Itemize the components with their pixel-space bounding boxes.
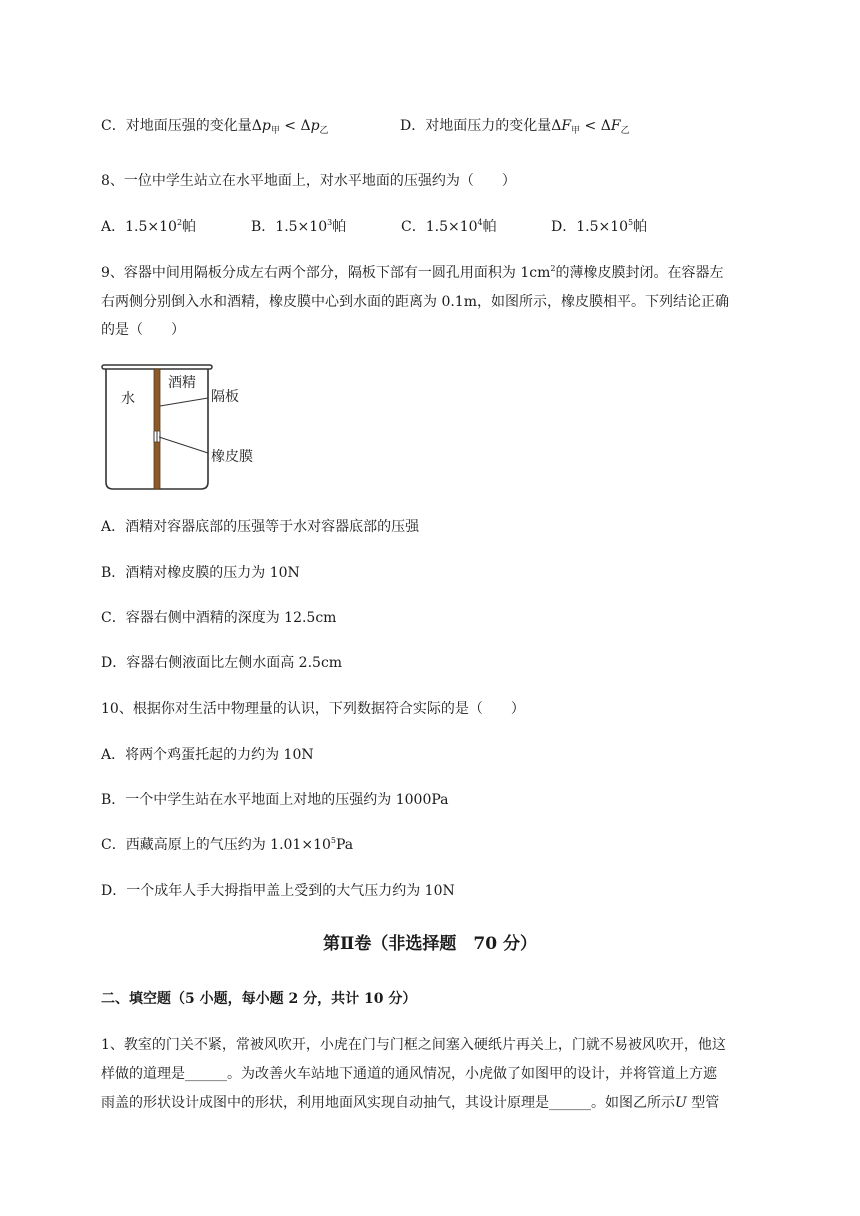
section-heading: 二、填空题（5 小题，每小题 2 分，共计 10 分） (101, 991, 417, 1007)
q10-option-a: A．将两个鸡蛋托起的力约为 10N (101, 747, 314, 763)
label-membrane: 橡皮膜 (211, 449, 253, 465)
q10-option-d: D．一个成年人手大拇指甲盖上受到的大气压力约为 10N (101, 883, 455, 899)
q7-option-d (400, 116, 630, 136)
option-text: 对地面压力的变化量Δ (425, 118, 562, 134)
q10-stem: 10、根据你对生活中物理量的认识，下列数据符合实际的是（ ） (101, 701, 525, 717)
q9-option-d: D．容器右侧液面比左侧水面高 2.5cm (101, 655, 343, 671)
q9-option-a: A．酒精对容器底部的压强等于水对容器底部的压强 (101, 519, 420, 535)
s2-q1-line3: 雨盖的形状设计成图中的形状，利用地面风实现自动抽气，其设计原理是______。如图乙所示U 型管 (101, 1095, 720, 1111)
q7-option-c (101, 116, 329, 136)
q8-option-d: D．$1.5\times 10^5$帕 (551, 218, 648, 235)
subscript: 乙 (620, 126, 630, 136)
label-water: 水 (121, 391, 135, 407)
q9-stem-line3: 的是（ ） (101, 322, 185, 338)
q9-stem-line1: 9、容器中间用隔板分成左右两个部分，隔板下部有一圆孔用面积为 $1cm^2$的薄橡皮膜封闭。在容器左 (101, 264, 724, 281)
variable: F (561, 118, 572, 134)
operator: < Δ (580, 118, 611, 134)
q9-option-b: B．酒精对橡皮膜的压力为 10N (101, 565, 300, 581)
label-partition: 隔板 (211, 389, 239, 405)
q9-figure (101, 362, 281, 496)
q8-stem: 8、一位中学生站立在水平地面上，对水平地面的压强约为（ ） (101, 173, 516, 189)
q9-option-c: C．容器右侧中酒精的深度为 12.5cm (101, 610, 337, 626)
s2-q1-line1: 1、教室的门关不紧，常被风吹开，小虎在门与门框之间塞入硬纸片再关上，门就不易被风吹开，他这 (101, 1037, 726, 1053)
option-text: 对地面压强的变化量Δ (125, 118, 262, 134)
q8-option-a: A．$1.5\times 10^2$帕 (101, 218, 197, 235)
label-alcohol: 酒精 (168, 375, 196, 391)
q10-option-b: B．一个中学生站在水平地面上对地的压强约为 1000Pa (101, 792, 449, 808)
option-label: D． (400, 118, 426, 134)
subscript: 甲 (571, 126, 581, 136)
partition-lower (154, 442, 160, 489)
container-rim (102, 365, 212, 369)
subscript: 甲 (270, 126, 280, 136)
section-title: 第Ⅱ卷（非选择题 70 分） (323, 934, 537, 954)
subscript: 乙 (319, 126, 329, 136)
operator: < Δ (279, 118, 311, 134)
variable: p (261, 118, 271, 134)
q10-option-c: C．西藏高原上的气压约为 $1.01\times 10^5Pa$ (101, 836, 354, 853)
partition-upper (154, 369, 160, 431)
q8-option-b: B．$1.5\times 10^3$帕 (251, 218, 347, 235)
variable: p (310, 118, 320, 134)
option-label: C． (101, 118, 126, 134)
membrane-leader (159, 437, 208, 453)
q8-option-c: C．$1.5\times 10^4$帕 (401, 218, 497, 235)
s2-q1-line2: 样做的道理是______。为改善火车站地下通道的通风情况，小虎做了如图甲的设计，并将管道上方遮 (101, 1066, 717, 1082)
q9-stem-line2: 右两侧分别倒入水和酒精，橡皮膜中心到水面的距离为 0.1m，如图所示，橡皮膜相平。下列结论正确 (101, 294, 729, 310)
variable: F (610, 118, 621, 134)
partition-leader (160, 398, 208, 406)
